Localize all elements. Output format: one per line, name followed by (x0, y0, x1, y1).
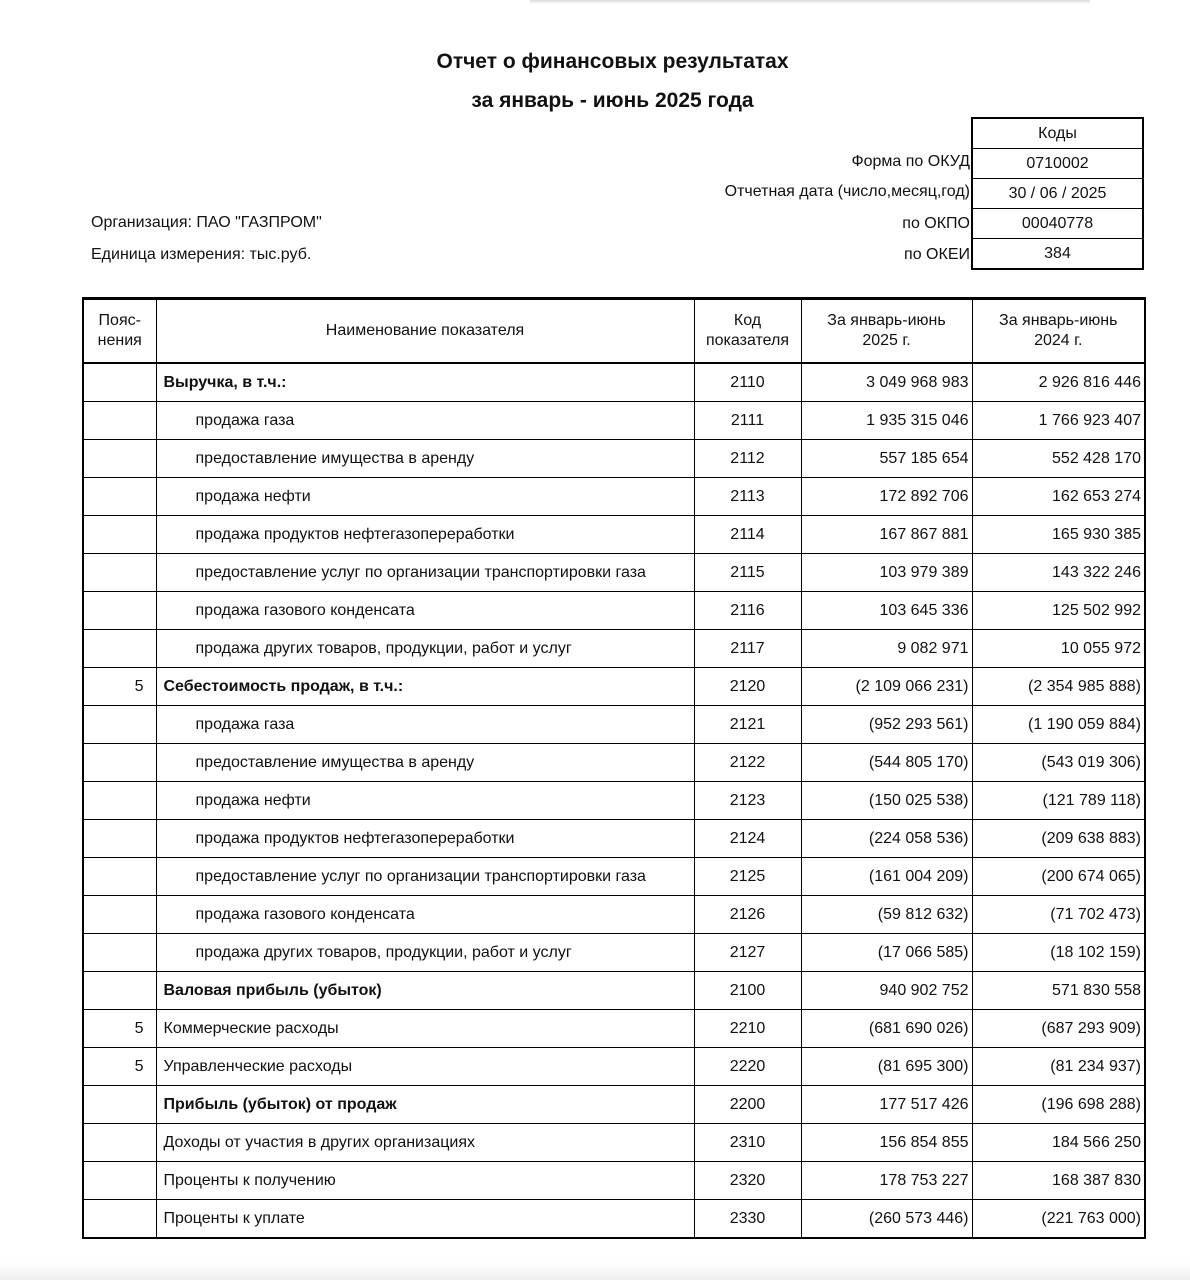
row-note (83, 782, 156, 820)
header-previous-period: За январь-июнь 2024 г. (972, 299, 1145, 364)
row-indicator-code: 2113 (694, 478, 801, 516)
table-row (83, 1162, 1145, 1200)
header-notes: Пояс- нения (83, 299, 156, 364)
okpo-label: по ОКПО (902, 215, 970, 232)
row-note (83, 1124, 156, 1162)
row-indicator-name: Проценты к получению (156, 1162, 694, 1200)
okei-label: по ОКЕИ (904, 246, 970, 263)
table-row (83, 668, 1145, 706)
table-row (83, 820, 1145, 858)
table-row (83, 1010, 1145, 1048)
row-indicator-name: продажа нефти (156, 478, 694, 516)
okei-code: 384 (972, 239, 1143, 270)
table-header-row (83, 299, 1145, 364)
row-current-value: 103 645 336 (801, 592, 972, 630)
row-current-value: (681 690 026) (801, 1010, 972, 1048)
row-previous-value: 168 387 830 (972, 1162, 1145, 1200)
table-row (83, 1086, 1145, 1124)
page-top-shadow (530, 0, 1090, 4)
row-current-value: (150 025 538) (801, 782, 972, 820)
row-indicator-code: 2121 (694, 706, 801, 744)
row-current-value: 557 185 654 (801, 440, 972, 478)
row-previous-value: (687 293 909) (972, 1010, 1145, 1048)
row-note (83, 630, 156, 668)
row-note (83, 820, 156, 858)
row-indicator-code: 2125 (694, 858, 801, 896)
row-previous-value: (18 102 159) (972, 934, 1145, 972)
codes-header: Коды (972, 118, 1143, 149)
row-note (83, 896, 156, 934)
row-note (83, 363, 156, 402)
row-previous-value: (71 702 473) (972, 896, 1145, 934)
row-indicator-name: продажа продуктов нефтегазопереработки (156, 820, 694, 858)
row-previous-value: (221 763 000) (972, 1200, 1145, 1239)
row-indicator-code: 2114 (694, 516, 801, 554)
row-indicator-name: продажа нефти (156, 782, 694, 820)
table-row (83, 592, 1145, 630)
row-note (83, 1162, 156, 1200)
row-indicator-code: 2122 (694, 744, 801, 782)
okud-code: 0710002 (972, 149, 1143, 179)
row-note (83, 402, 156, 440)
row-indicator-code: 2200 (694, 1086, 801, 1124)
row-indicator-name: Валовая прибыль (убыток) (156, 972, 694, 1010)
row-previous-value: (1 190 059 884) (972, 706, 1145, 744)
row-current-value: 177 517 426 (801, 1086, 972, 1124)
row-current-value: 1 935 315 046 (801, 402, 972, 440)
row-current-value: 167 867 881 (801, 516, 972, 554)
header-indicator-code: Код показателя (694, 299, 801, 364)
row-note (83, 592, 156, 630)
row-current-value: (952 293 561) (801, 706, 972, 744)
row-indicator-code: 2100 (694, 972, 801, 1010)
organization: Организация: ПАО "ГАЗПРОМ" (91, 214, 322, 231)
row-previous-value: 125 502 992 (972, 592, 1145, 630)
row-indicator-code: 2112 (694, 440, 801, 478)
financial-results-table (82, 297, 1146, 1239)
table-row (83, 934, 1145, 972)
page-bottom-fade (0, 1262, 1190, 1280)
row-current-value: (17 066 585) (801, 934, 972, 972)
row-indicator-name: Проценты к уплате (156, 1200, 694, 1239)
date-label: Отчетная дата (число,месяц,год) (724, 183, 970, 200)
row-previous-value: (2 354 985 888) (972, 668, 1145, 706)
row-indicator-name: продажа газового конденсата (156, 896, 694, 934)
row-indicator-code: 2110 (694, 363, 801, 402)
row-indicator-code: 2111 (694, 402, 801, 440)
measurement-unit: Единица измерения: тыс.руб. (91, 246, 312, 263)
row-note (83, 1200, 156, 1239)
report-period: за январь - июнь 2025 года (471, 89, 754, 112)
table-row (83, 706, 1145, 744)
row-note (83, 478, 156, 516)
row-indicator-code: 2116 (694, 592, 801, 630)
table-row (83, 1200, 1145, 1239)
row-current-value: 178 753 227 (801, 1162, 972, 1200)
okud-label: Форма по ОКУД (851, 153, 970, 170)
row-indicator-code: 2127 (694, 934, 801, 972)
table-row (83, 1048, 1145, 1086)
row-indicator-code: 2124 (694, 820, 801, 858)
table-row (83, 363, 1145, 402)
row-note (83, 744, 156, 782)
row-current-value: (260 573 446) (801, 1200, 972, 1239)
row-indicator-code: 2126 (694, 896, 801, 934)
row-previous-value: 2 926 816 446 (972, 363, 1145, 402)
codes-box (971, 117, 1144, 270)
table-row (83, 478, 1145, 516)
table-row (83, 782, 1145, 820)
row-current-value: (161 004 209) (801, 858, 972, 896)
row-indicator-name: предоставление услуг по организации транспортировки газа (156, 858, 694, 896)
row-indicator-name: продажа продуктов нефтегазопереработки (156, 516, 694, 554)
row-indicator-code: 2120 (694, 668, 801, 706)
row-previous-value: 165 930 385 (972, 516, 1145, 554)
table-row (83, 440, 1145, 478)
row-previous-value: (121 789 118) (972, 782, 1145, 820)
row-previous-value: 571 830 558 (972, 972, 1145, 1010)
row-current-value: (81 695 300) (801, 1048, 972, 1086)
row-current-value: (59 812 632) (801, 896, 972, 934)
header-current-period: За январь-июнь 2025 г. (801, 299, 972, 364)
row-previous-value: (209 638 883) (972, 820, 1145, 858)
row-previous-value: 1 766 923 407 (972, 402, 1145, 440)
row-indicator-name: Себестоимость продаж, в т.ч.: (156, 668, 694, 706)
row-current-value: 103 979 389 (801, 554, 972, 592)
row-current-value: 940 902 752 (801, 972, 972, 1010)
row-indicator-name: продажа газа (156, 706, 694, 744)
row-indicator-name: продажа газового конденсата (156, 592, 694, 630)
row-indicator-name: продажа газа (156, 402, 694, 440)
row-previous-value: 143 322 246 (972, 554, 1145, 592)
row-indicator-name: продажа других товаров, продукции, работ и услуг (156, 630, 694, 668)
row-current-value: 9 082 971 (801, 630, 972, 668)
row-current-value: (2 109 066 231) (801, 668, 972, 706)
row-note (83, 440, 156, 478)
row-indicator-name: предоставление имущества в аренду (156, 440, 694, 478)
report-date: 30 / 06 / 2025 (972, 179, 1143, 209)
row-previous-value: 552 428 170 (972, 440, 1145, 478)
row-note (83, 706, 156, 744)
row-current-value: 156 854 855 (801, 1124, 972, 1162)
row-indicator-name: Управленческие расходы (156, 1048, 694, 1086)
table-row (83, 858, 1145, 896)
row-current-value: (224 058 536) (801, 820, 972, 858)
row-indicator-code: 2310 (694, 1124, 801, 1162)
table-row (83, 1124, 1145, 1162)
row-current-value: 172 892 706 (801, 478, 972, 516)
report-title: Отчет о финансовых результатах (436, 50, 789, 73)
row-indicator-code: 2117 (694, 630, 801, 668)
row-indicator-code: 2210 (694, 1010, 801, 1048)
row-previous-value: 10 055 972 (972, 630, 1145, 668)
row-previous-value: (543 019 306) (972, 744, 1145, 782)
table-row (83, 516, 1145, 554)
row-indicator-code: 2220 (694, 1048, 801, 1086)
row-current-value: (544 805 170) (801, 744, 972, 782)
row-note: 5 (83, 668, 156, 706)
row-note (83, 554, 156, 592)
row-indicator-code: 2123 (694, 782, 801, 820)
row-previous-value: 162 653 274 (972, 478, 1145, 516)
row-current-value: 3 049 968 983 (801, 363, 972, 402)
row-note (83, 1086, 156, 1124)
okpo-code: 00040778 (972, 209, 1143, 239)
row-note (83, 972, 156, 1010)
table-row (83, 744, 1145, 782)
header-indicator-name: Наименование показателя (156, 299, 694, 364)
row-previous-value: 184 566 250 (972, 1124, 1145, 1162)
row-previous-value: (196 698 288) (972, 1086, 1145, 1124)
row-note (83, 858, 156, 896)
row-indicator-name: Коммерческие расходы (156, 1010, 694, 1048)
row-note: 5 (83, 1010, 156, 1048)
row-note: 5 (83, 1048, 156, 1086)
row-indicator-code: 2330 (694, 1200, 801, 1239)
table-row (83, 972, 1145, 1010)
table-row (83, 630, 1145, 668)
row-previous-value: (200 674 065) (972, 858, 1145, 896)
table-row (83, 896, 1145, 934)
row-note (83, 516, 156, 554)
row-indicator-name: Доходы от участия в других организациях (156, 1124, 694, 1162)
table-row (83, 554, 1145, 592)
row-previous-value: (81 234 937) (972, 1048, 1145, 1086)
table-row (83, 402, 1145, 440)
row-note (83, 934, 156, 972)
row-indicator-code: 2320 (694, 1162, 801, 1200)
row-indicator-code: 2115 (694, 554, 801, 592)
row-indicator-name: предоставление имущества в аренду (156, 744, 694, 782)
row-indicator-name: продажа других товаров, продукции, работ и услуг (156, 934, 694, 972)
row-indicator-name: предоставление услуг по организации транспортировки газа (156, 554, 694, 592)
row-indicator-name: Выручка, в т.ч.: (156, 363, 694, 402)
row-indicator-name: Прибыль (убыток) от продаж (156, 1086, 694, 1124)
